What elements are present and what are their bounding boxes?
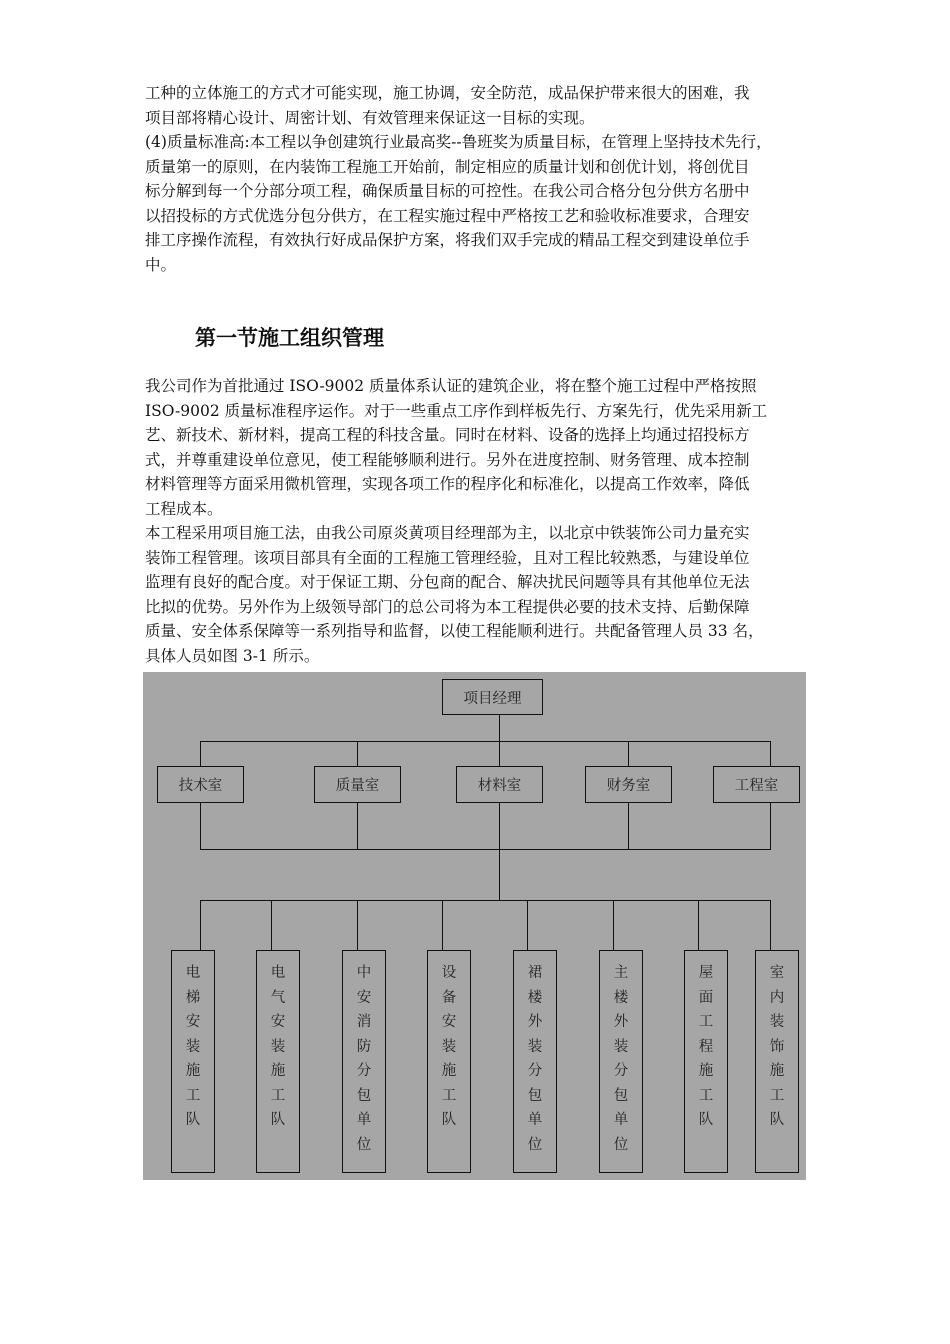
- team-box-interior: 室 内 装 饰 施 工 队: [755, 950, 799, 1173]
- connector-line: [499, 741, 500, 766]
- connector-line: [200, 900, 201, 950]
- org-chart: [143, 672, 806, 1180]
- connector-line: [698, 900, 699, 950]
- dept-box-material: 材料室: [456, 766, 543, 803]
- connector-line: [499, 849, 500, 901]
- connector-line: [499, 802, 500, 850]
- paragraph-iso-management: 我公司作为首批通过 ISO-9002 质量体系认证的建筑企业，将在整个施工过程中严格按照 ISO-9002 质量标准程序运作。对于一些重点工序作到样板先行、方案先行，优先采用新工 艺、新技术、新材料，提高工程的科技含量。同时在材料、设备的选择上均通过招投标方 式，并尊重建设单位意见，使工程能够顺利进行。另外在进度控制、财务管理、成本控制 材料管理等方面采用微机管理，实现各项工作的程序化和标准化，以提高工作效率，降低 工程成本。: [145, 377, 768, 518]
- dept-box-engineering: 工程室: [713, 766, 800, 803]
- team-box-podium-facade: 裙 楼 外 装 分 包 单 位: [513, 950, 557, 1173]
- team-box-roofing: 屋 面 工 程 施 工 队: [684, 950, 728, 1173]
- connector-line: [200, 741, 771, 742]
- dept-box-tech: 技术室: [157, 766, 244, 803]
- connector-line: [357, 900, 358, 950]
- team-box-tower-facade: 主 楼 外 装 分 包 单 位: [599, 950, 643, 1173]
- dept-box-quality: 质量室: [314, 766, 401, 803]
- connector-line: [527, 900, 528, 950]
- project-manager-box: 项目经理: [442, 679, 543, 715]
- connector-line: [271, 900, 272, 950]
- connector-line: [499, 714, 500, 742]
- paragraph-quality-standard: (4)质量标准高:本工程以争创建筑行业最高奖--鲁班奖为质量目标，在管理上坚持技术先行， 质量第一的原则，在内装饰工程施工开始前，制定相应的质量计划和创优计划，将创优目 标分解到每一个分部分项工程，确保质量目标的可控性。在我公司合格分包分供方名册中 以招投标的方式优选分包分供方，在工程实施过程中严格按工艺和验收标准要求，合理安 排工序操作流程，有效执行好成品保护方案，将我们双手完成的精品工程交到建设单位手 中。: [145, 133, 772, 274]
- connector-line: [442, 900, 443, 950]
- dept-box-finance: 财务室: [585, 766, 672, 803]
- connector-line: [357, 802, 358, 850]
- connector-line: [200, 849, 771, 850]
- section-heading: 第一节施工组织管理: [195, 326, 384, 350]
- connector-line: [200, 802, 201, 850]
- connector-line: [628, 802, 629, 850]
- connector-line: [200, 741, 201, 766]
- paragraph-project-method: 本工程采用项目施工法，由我公司原炎黄项目经理部为主，以北京中铁装饰公司力量充实 装饰工程管理。该项目部具有全面的工程施工管理经验，且对工程比较熟悉，与建设单位 监理有良好的配合度。对于保证工期、分包商的配合、解决扰民问题等具有其他单位无法 比拟的优势。另外作为上级领导部门的总公司将为本工程提供必要的技术支持、后勤保障 质量、安全体系保障等一系列指导和监督，以使工程能顺利进行。共配备管理人员 33 名， 具体人员如图 3-1 所示。: [145, 524, 764, 665]
- connector-line: [613, 900, 614, 950]
- team-box-elevator: 电 梯 安 装 施 工 队: [171, 950, 215, 1173]
- connector-line: [770, 802, 771, 850]
- team-box-equipment: 设 备 安 装 施 工 队: [427, 950, 471, 1173]
- connector-line: [200, 900, 771, 901]
- connector-line: [357, 741, 358, 766]
- connector-line: [770, 900, 771, 950]
- connector-line: [770, 741, 771, 766]
- team-box-fire-protection: 中 安 消 防 分 包 单 位: [342, 950, 386, 1173]
- team-box-electrical: 电 气 安 装 施 工 队: [256, 950, 300, 1173]
- paragraph-construction-difficulty: 工种的立体施工的方式才可能实现，施工协调，安全防范，成品保护带来很大的困难，我 项目部将精心设计、周密计划、有效管理来保证这一目标的实现。: [145, 84, 750, 127]
- connector-line: [628, 741, 629, 766]
